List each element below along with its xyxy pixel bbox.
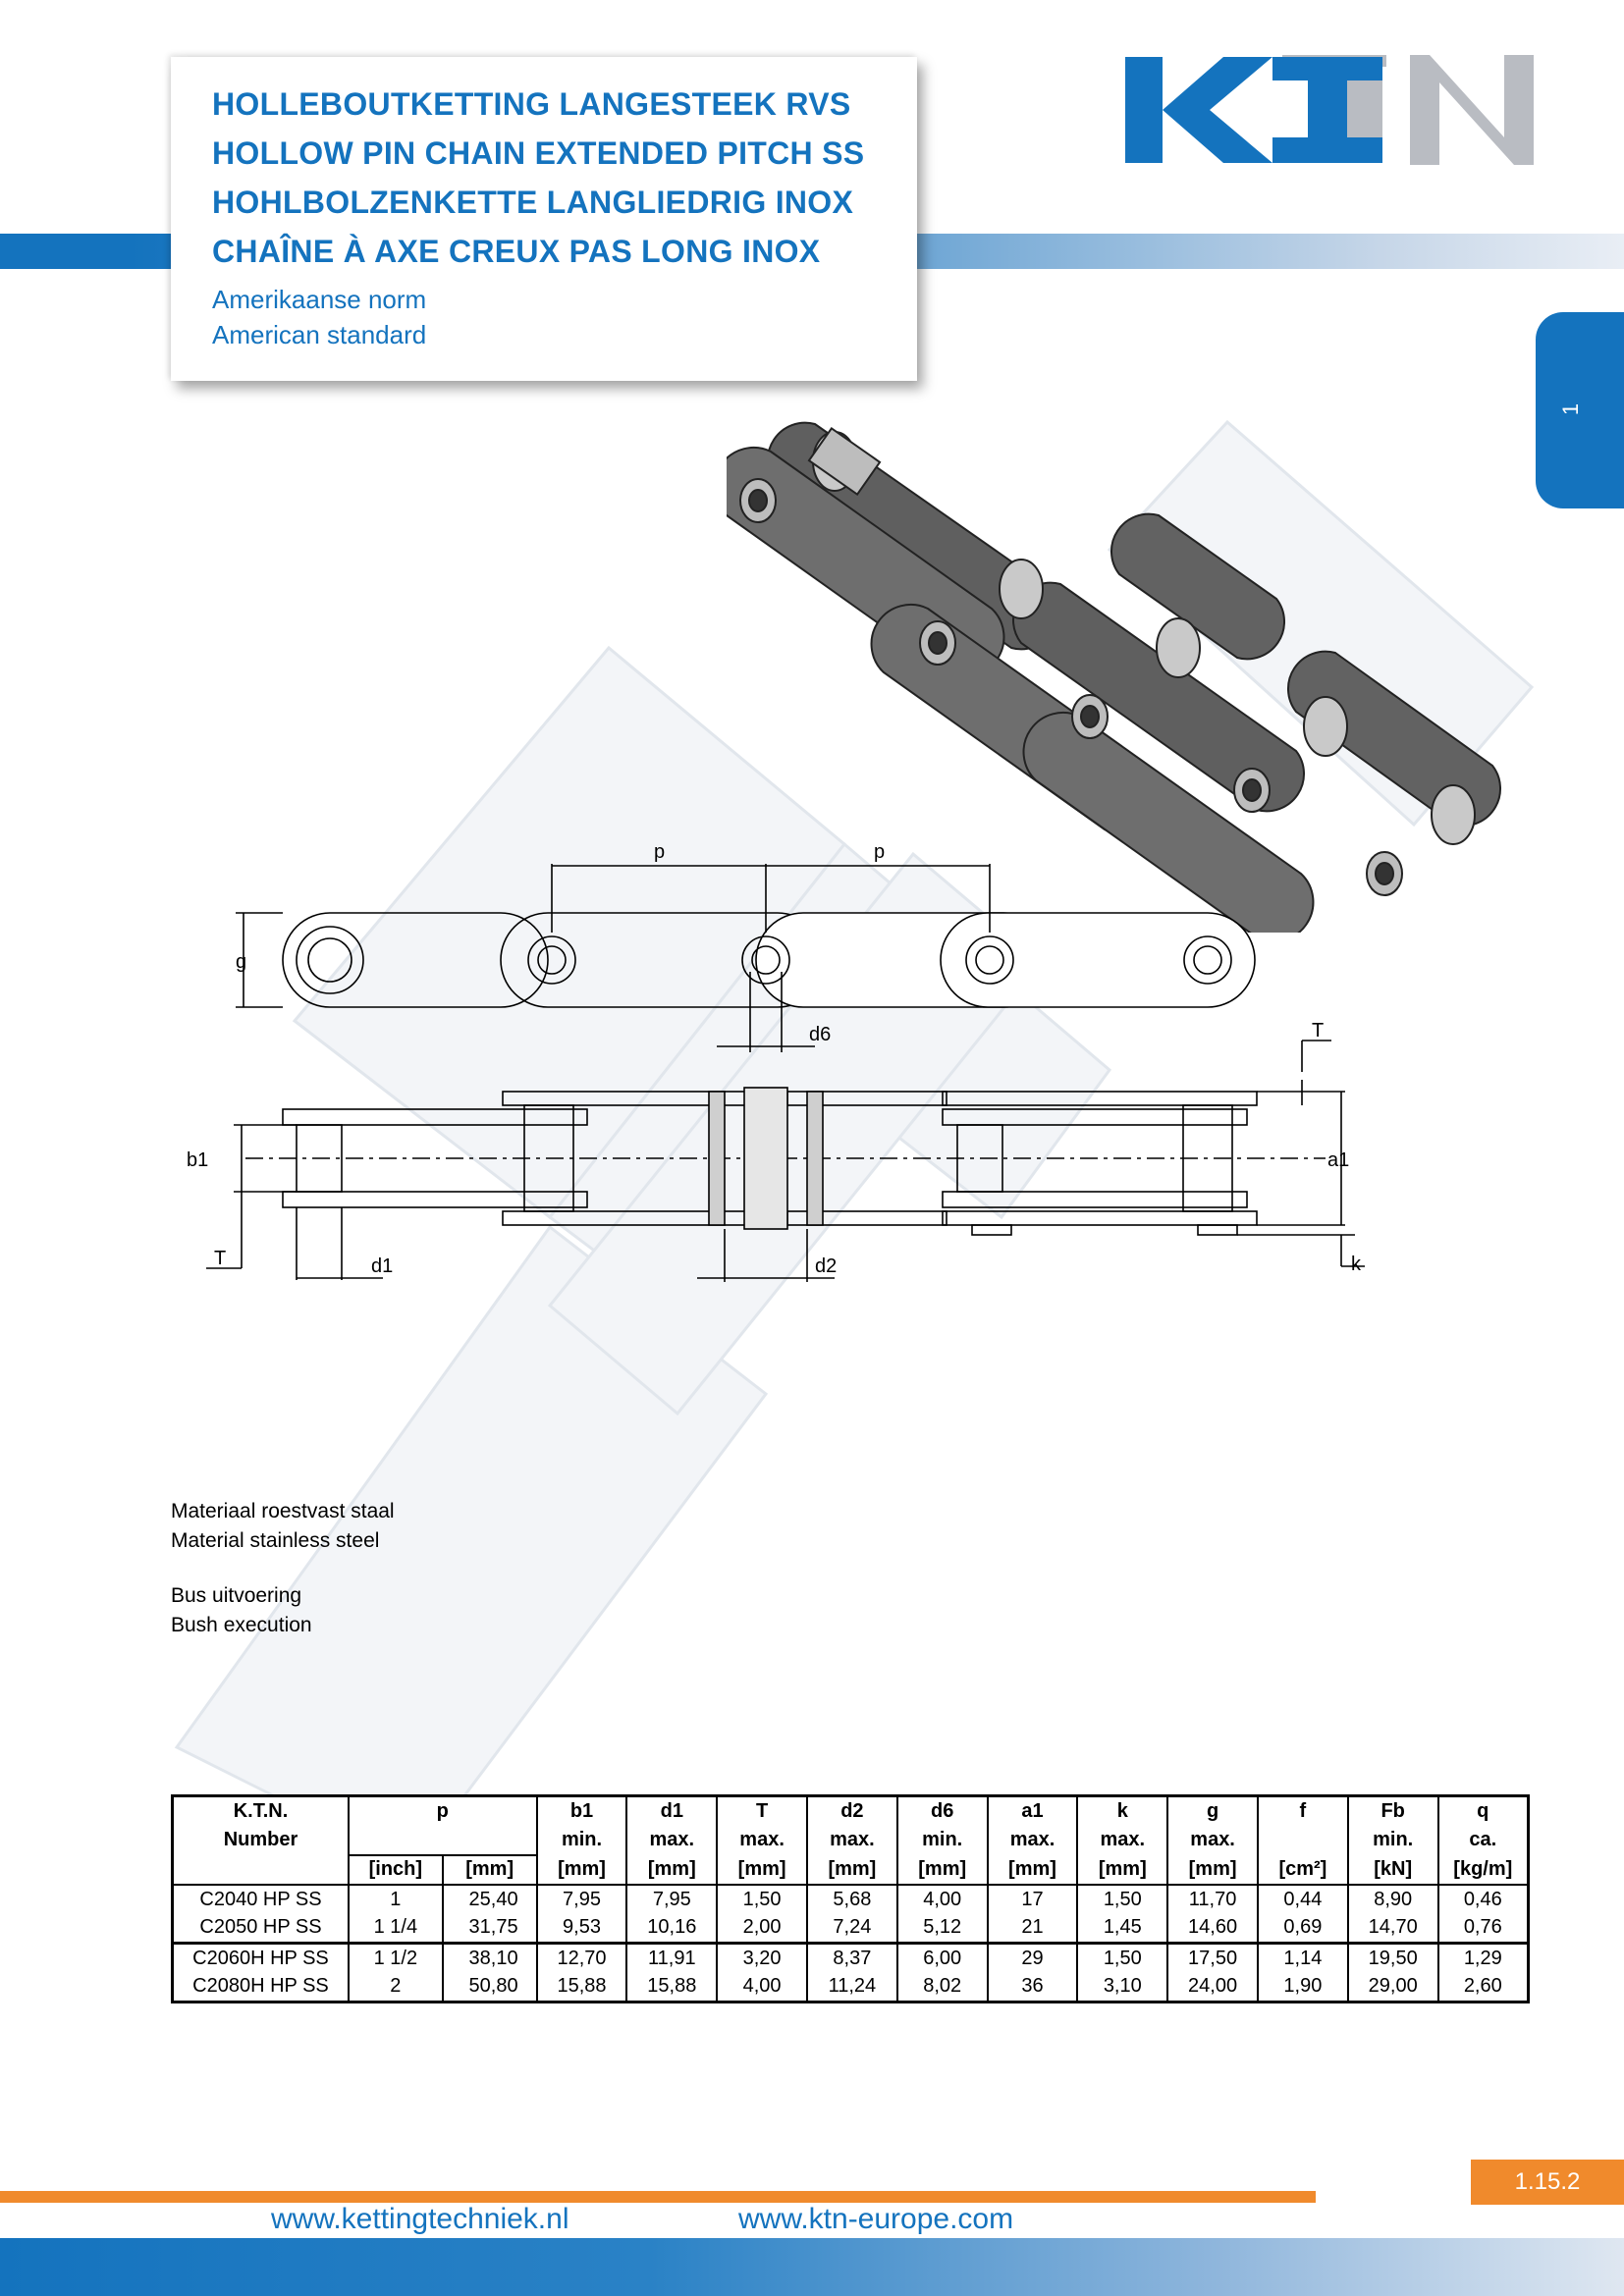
note-bush-nl: Bus uitvoering [171,1584,302,1607]
hdr-a1-qual: max. [988,1826,1078,1855]
unit-d1: [mm] [626,1855,717,1885]
cell-number: C2050 HP SS [173,1914,349,1944]
cell-g: 24,00 [1167,1973,1258,2002]
header-row-2 [173,1826,1529,1855]
hdr-ktn: K.T.N. [173,1796,349,1826]
header-row-units [173,1855,1529,1885]
unit-fb: [kN] [1348,1855,1438,1885]
hdr-k-qual: max. [1077,1826,1167,1855]
hdr-b1-qual: min. [537,1826,627,1855]
cell-a1: 17 [988,1885,1078,1914]
chapter-tab [1536,312,1624,508]
dim-a1: a1 [1327,1149,1350,1171]
hdr-k: k [1077,1796,1167,1826]
cell-d6: 8,02 [897,1973,988,2002]
cell-d2: 5,68 [807,1885,897,1914]
footer-band [0,2238,1624,2296]
hdr-number: Number [173,1826,349,1855]
cell-k: 1,50 [1077,1885,1167,1914]
cell-d2: 7,24 [807,1914,897,1944]
cell-p-mm: 31,75 [443,1914,537,1944]
cell-t: 2,00 [717,1914,807,1944]
hdr-q-qual: ca. [1438,1826,1529,1855]
unit-p-mm: [mm] [443,1855,537,1885]
cell-d2: 11,24 [807,1973,897,2002]
cell-d2: 8,37 [807,1944,897,1973]
dim-b1: b1 [187,1149,209,1171]
cell-d1: 11,91 [626,1944,717,1973]
url-ktn-europe[interactable]: www.ktn-europe.com [738,2203,1014,2235]
dim-d1: d1 [371,1255,394,1277]
cell-g: 14,60 [1167,1914,1258,1944]
cell-p-inch: 1 1/2 [349,1944,443,1973]
cell-t: 3,20 [717,1944,807,1973]
hdr-t-qual: max. [717,1826,807,1855]
unit-blank [173,1855,349,1885]
hdr-fb: Fb [1348,1796,1438,1826]
cell-fb: 29,00 [1348,1973,1438,2002]
table-row [173,1885,1529,1914]
dim-t-bottom: T [214,1248,227,1269]
dim-k: k [1351,1254,1361,1275]
cell-a1: 36 [988,1973,1078,2002]
cell-b1: 12,70 [537,1944,627,1973]
title-de: HOHLBOLZENKETTE LANGLIEDRIG INOX [212,185,854,220]
hdr-t: T [717,1796,807,1826]
footer-orange-line [0,2191,1316,2203]
url-kettingtechniek[interactable]: www.kettingtechniek.nl [271,2203,569,2235]
subtitle-nl: Amerikaanse norm [212,285,427,314]
cell-number: C2060H HP SS [173,1944,349,1973]
cell-p-inch: 2 [349,1973,443,2002]
cell-b1: 15,88 [537,1973,627,2002]
cell-p-mm: 50,80 [443,1973,537,2002]
cell-f: 0,44 [1258,1885,1348,1914]
dim-g: g [236,951,247,973]
note-material-en: Material stainless steel [171,1529,380,1552]
dim-p-right: p [874,841,886,863]
cell-d6: 5,12 [897,1914,988,1944]
cell-f: 0,69 [1258,1914,1348,1944]
ktn-logo [1125,55,1538,169]
spec-table [171,1794,1530,2003]
cell-number: C2080H HP SS [173,1973,349,2002]
hdr-p: p [349,1796,537,1826]
table-row [173,1914,1529,1944]
title-fr: CHAÎNE À AXE CREUX PAS LONG INOX [212,234,821,269]
cell-number: C2040 HP SS [173,1885,349,1914]
cell-p-inch: 1 [349,1885,443,1914]
hdr-f-qual [1258,1826,1348,1855]
cell-f: 1,14 [1258,1944,1348,1973]
unit-a1: [mm] [988,1855,1078,1885]
hdr-g-qual: max. [1167,1826,1258,1855]
cell-d1: 7,95 [626,1885,717,1914]
dim-p-left: p [654,841,666,863]
dim-d2: d2 [815,1255,838,1277]
hdr-d6-qual: min. [897,1826,988,1855]
cell-k: 3,10 [1077,1973,1167,2002]
title-nl: HOLLEBOUTKETTING LANGESTEEK RVS [212,86,851,122]
hdr-p-blank [349,1826,537,1855]
unit-k: [mm] [1077,1855,1167,1885]
hdr-d2: d2 [807,1796,897,1826]
table-row [173,1944,1529,1973]
cell-q: 2,60 [1438,1973,1529,2002]
cell-d1: 10,16 [626,1914,717,1944]
dim-t-top: T [1312,1020,1325,1041]
hdr-d2-qual: max. [807,1826,897,1855]
chain-technical-drawing [187,834,1424,1306]
cell-fb: 8,90 [1348,1885,1438,1914]
cell-p-inch: 1 1/4 [349,1914,443,1944]
cell-d6: 6,00 [897,1944,988,1973]
page-number-badge: 1.15.2 [1471,2160,1624,2205]
hdr-d6: d6 [897,1796,988,1826]
unit-d6: [mm] [897,1855,988,1885]
hdr-g: g [1167,1796,1258,1826]
unit-t: [mm] [717,1855,807,1885]
cell-p-mm: 38,10 [443,1944,537,1973]
hdr-f: f [1258,1796,1348,1826]
cell-a1: 21 [988,1914,1078,1944]
cell-f: 1,90 [1258,1973,1348,2002]
hdr-b1: b1 [537,1796,627,1826]
cell-k: 1,50 [1077,1944,1167,1973]
note-bush-en: Bush execution [171,1614,312,1636]
hdr-a1: a1 [988,1796,1078,1826]
cell-b1: 9,53 [537,1914,627,1944]
dim-d6: d6 [809,1024,832,1045]
title-box [171,57,917,381]
cell-d6: 4,00 [897,1885,988,1914]
hdr-d1-qual: max. [626,1826,717,1855]
header-row-1 [173,1796,1529,1826]
cell-a1: 29 [988,1944,1078,1973]
title-en: HOLLOW PIN CHAIN EXTENDED PITCH SS [212,135,865,171]
cell-q: 1,29 [1438,1944,1529,1973]
chapter-tab-label: 1 [1558,402,1584,416]
hdr-q: q [1438,1796,1529,1826]
unit-inch: [inch] [349,1855,443,1885]
cell-fb: 14,70 [1348,1914,1438,1944]
note-material-nl: Materiaal roestvast staal [171,1500,395,1522]
hdr-d1: d1 [626,1796,717,1826]
unit-f: [cm²] [1258,1855,1348,1885]
cell-q: 0,46 [1438,1885,1529,1914]
unit-g: [mm] [1167,1855,1258,1885]
subtitle-en: American standard [212,320,427,349]
unit-q: [kg/m] [1438,1855,1529,1885]
cell-t: 4,00 [717,1973,807,2002]
cell-t: 1,50 [717,1885,807,1914]
cell-g: 11,70 [1167,1885,1258,1914]
table-row [173,1973,1529,2002]
cell-b1: 7,95 [537,1885,627,1914]
cell-d1: 15,88 [626,1973,717,2002]
cell-g: 17,50 [1167,1944,1258,1973]
unit-d2: [mm] [807,1855,897,1885]
cell-q: 0,76 [1438,1914,1529,1944]
unit-b1: [mm] [537,1855,627,1885]
cell-k: 1,45 [1077,1914,1167,1944]
hdr-fb-qual: min. [1348,1826,1438,1855]
cell-p-mm: 25,40 [443,1885,537,1914]
cell-fb: 19,50 [1348,1944,1438,1973]
